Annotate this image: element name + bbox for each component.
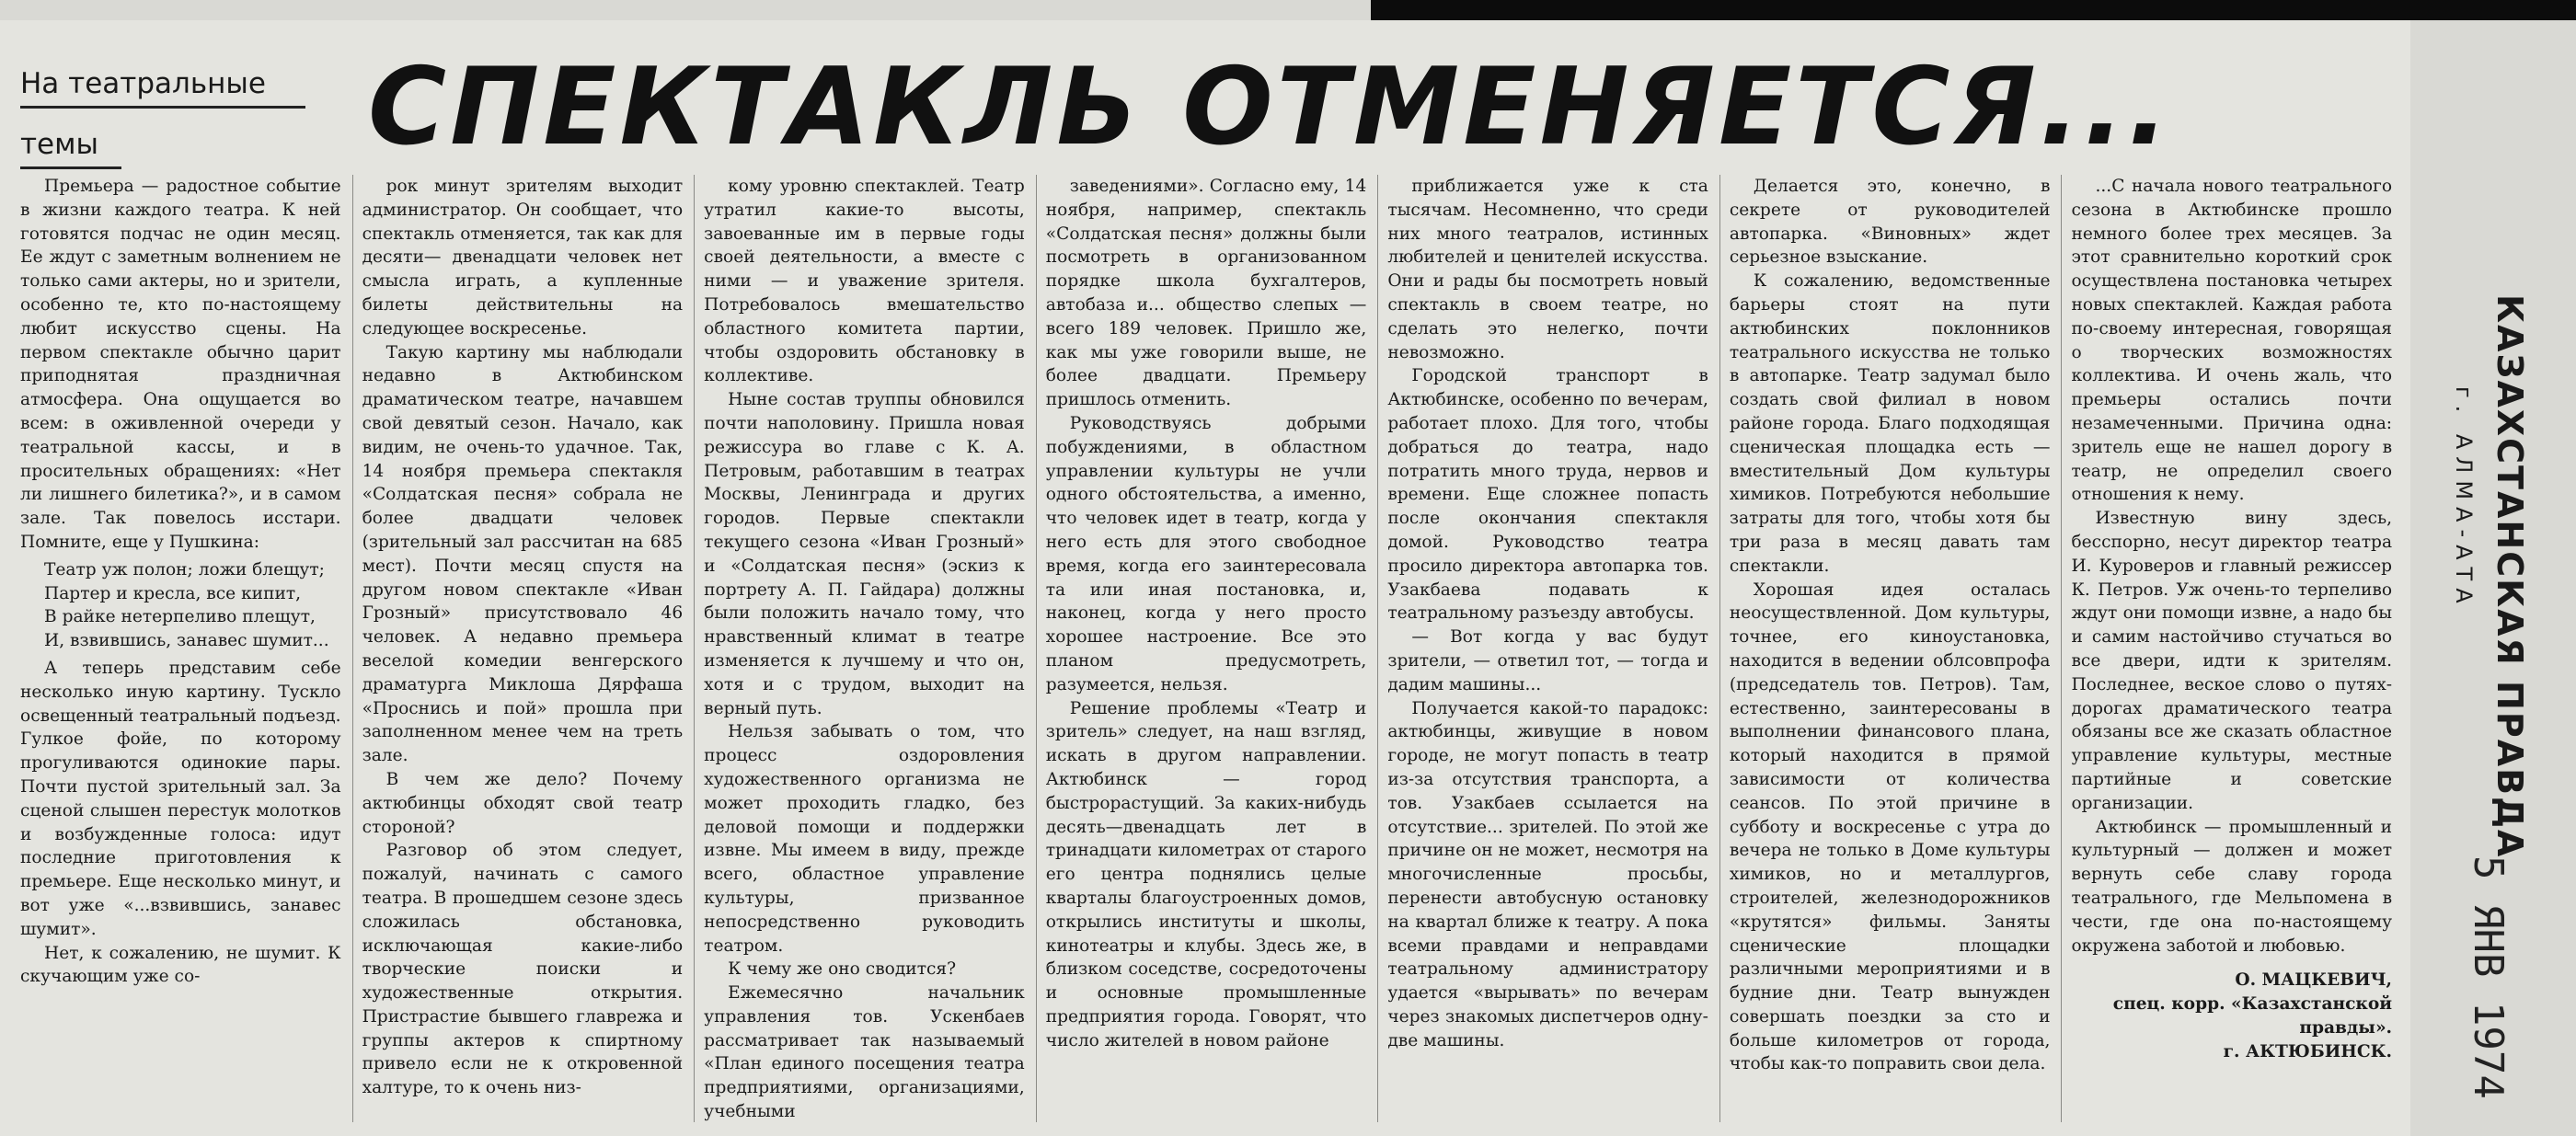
masthead-city: г. АЛМА-АТА bbox=[2451, 386, 2477, 611]
author-role: спец. корр. «Казахстанской правды». bbox=[2112, 994, 2393, 1038]
column-7 bbox=[2071, 175, 2403, 1122]
column-3 bbox=[704, 175, 1037, 1122]
rubric-line-2: темы bbox=[20, 127, 121, 169]
paragraph: Такую картину мы наблюдали недавно в Актюбинском драматическом театре, начавшем свой девятый сезон. Начало, как видим, не очень-то удачное. Так, 14 ноября премьера спектакля «Солдатская песня» собрала не более двадцати человек (зрительный зал рассчитан на 685 мест). Почти месяц спустя на другом новом спектакле «Иван Грозный» присутствовало 46 человек. А недавно премьера веселой комедии венгерского драматурга Миклоша Дярфаша «Проснись и пой» прошла при заполненном менее чем на треть зале. bbox=[362, 342, 684, 766]
paragraph: Получается какой-то парадокс: актюбинцы, живущие в новом городе, не могут попасть в театр из-за отсутствия транспорта, а тов. Узакбаев ссылается на отсутствие... зрителей. По этой же причине он не может, несмотря на многочисленные просьбы, перенести автобусную остановку на квартал ближе к театру. А пока всеми правдами и неправдами театральному администратору удается «вырывать» по вечерам через знакомых диспетчеров одну-две машины. bbox=[1387, 698, 1708, 1050]
masthead-name: КАЗАХСТАНСКАЯ ПРАВДА bbox=[2490, 294, 2530, 859]
date-stamp bbox=[2447, 855, 2521, 1131]
newspaper-masthead bbox=[2420, 294, 2530, 859]
rubric bbox=[20, 66, 305, 169]
paragraph: ...С начала нового театрального сезона в Актюбинске прошло немного более трех месяцев. За этот сравнительно короткий срок осуществлена постановка четырех новых спектаклей. Каждая работа по-своему интересная, говорящая о творческих возможностях коллектива. И очень жаль, что премьеры остались почти незамеченными. Причина одна: зритель еще не нашел дорогу в театр, не определил своего отношения к нему. bbox=[2071, 177, 2393, 505]
paragraph: Городской транспорт в Актюбинске, особенно по вечерам, работает плохо. Для того, чтобы добраться до театра, надо потратить много труда, нервов и времени. Еще сложнее попасть после окончания спектакля домой. Руководство театра просило директора автопарка тов. Узакбаева подавать к театральному разъезду автобусы. bbox=[1387, 366, 1708, 624]
paragraph: К сожалению, ведомственные барьеры стоят на пути актюбинских поклонников театрального искусства не только в автопарке. Театр задумал было создать свой филиал в новом районе города. Благо подходящая сценическая площадка есть — вместительный Дом культуры химиков. Потребуются небольшие затраты для того, чтобы хотя бы три раза в месяц давать там спектакли. bbox=[1729, 271, 2051, 576]
paragraph: приближается уже к ста тысячам. Несомненно, что среди них много театралов, истинных любителей и ценителей искусства. Они и рады бы посмотреть новый спектакль в своем театре, но сделать это нелегко, почти невозможно. bbox=[1387, 177, 1708, 362]
column-2 bbox=[362, 175, 696, 1122]
poem-line: Театр уж полон; ложи блещут; bbox=[44, 559, 325, 579]
article-body bbox=[20, 175, 2403, 1122]
column-6 bbox=[1730, 175, 2063, 1122]
paragraph: заведениями». Согласно ему, 14 ноября, например, спектакль «Солдатская песня» должны были посмотреть в организованном порядке школа бухгалтеров, автобаза и... общество слепых — всего 189 человек. Пришло же, как мы уже говорили выше, не более двадцати. Премьеру пришлось отменить. bbox=[1045, 177, 1367, 410]
column-5 bbox=[1387, 175, 1720, 1122]
paragraph: Актюбинск — промышленный и культурный — должен и может вернуть себе славу города театрального, где Мельпомена в чести, где она по-настоящему окружена заботой и любовью. bbox=[2071, 817, 2393, 956]
paragraph: — Вот когда у вас будут зрители, — ответил тот, — тогда и дадим машины... bbox=[1387, 627, 1708, 694]
paragraph: В чем же дело? Почему актюбинцы обходят свой театр стороной? bbox=[362, 769, 684, 837]
poem-line: И, взвившись, занавес шумит... bbox=[44, 631, 329, 651]
paragraph: Ежемесячно начальник управления тов. Ускенбаев рассматривает так называемый «План единого посещения театра предприятиями, организациями, учебными bbox=[704, 983, 1025, 1122]
top-dark-band bbox=[1371, 0, 2576, 20]
pushkin-quote bbox=[44, 558, 341, 653]
paragraph: кому уровню спектаклей. Театр утратил какие-то высоты, завоеванные им в первые годы своей деятельности, а вместе с ними — и уважение зрителя. Потребовалось вмешательство областного комитета партии, чтобы оздоровить обстановку в коллективе. bbox=[704, 177, 1025, 386]
paragraph: Хорошая идея осталась неосуществленной. Дом культуры, точнее, его киноустановка, находится в ведении облсовпрофа (председатель тов. Петров). Там, естественно, заинтересованы в выполнении финансового плана, который находится в прямой зависимости от количества сеансов. По этой причине в субботу и воскресенье с утра до вечера не только в Доме культуры химиков, но и металлургов, строителей, железнодорожников «крутятся» фильмы. Заняты сценические площадки различными мероприятиями и в будние дни. Театр вынужден совершать поездки за сто и больше километров от города, чтобы как-то поправить свои дела. bbox=[1729, 579, 2051, 1074]
poem-line: Партер и кресла, все кипит, bbox=[44, 583, 302, 603]
paragraph: Нет, к сожалению, не шумит. К скучающим уже со- bbox=[20, 943, 341, 987]
paragraph: рок минут зрителям выходит администратор. Он сообщает, что спектакль отменяется, так как для десяти— двенадцати человек нет смысла играть, а купленные билеты действительны на следующее воскресенье. bbox=[362, 177, 684, 339]
paragraph: К чему же оно сводится? bbox=[728, 959, 957, 980]
column-1 bbox=[20, 175, 353, 1122]
author-place: г. АКТЮБИНСК. bbox=[2223, 1042, 2393, 1062]
poem-line: В райке нетерпеливо плещут, bbox=[44, 607, 316, 627]
author-name: О. МАЦКЕВИЧ, bbox=[2235, 970, 2393, 991]
paragraph: Делается это, конечно, в секрете от руководителей автопарка. «Виновных» ждет серьезное взыскание. bbox=[1729, 177, 2051, 268]
paragraph: Решение проблемы «Театр и зритель» следует, на наш взгляд, искать в другом направлении. Актюбинск — город быстрорастущий. За каких-нибудь десять—двенадцать лет в тринадцати километрах от старого его центра поднялись целые кварталы благоустроенных домов, открылись институты и школы, кинотеатры и клубы. Здесь же, в близком соседстве, сосредоточены и основные промышленные предприятия города. Говорят, что число жителей в новом районе bbox=[1045, 698, 1367, 1050]
paragraph: Премьера — радостное событие в жизни каждого театра. К ней готовятся подчас не один месяц. Ее ждут с заметным волнением не только сами актеры, но и зрители, особенно те, кто по-настоящему любит искусство сцены. На первом спектакле обычно царит приподнятая праздничная атмосфера. Она ощущается во всем: в оживленной очереди у театральной кассы, и в просительных обращениях: «Нет ли лишнего билетика?», и в самом зале. Так повелось исстари. Помните, еще у Пушкина: bbox=[20, 177, 341, 552]
date-stamp-text: 5 ЯНВ 1974 bbox=[2465, 855, 2512, 1099]
paragraph: Разговор об этом следует, пожалуй, начинать с самого театра. В прошедшем сезоне здесь сложилась обстановка, исключающая какие-либо творческие поиски и художественные открытия. Пристрастие бывшего главрежа и группы актеров к спиртному привело если не к откровенной халтуре, то к очень низ- bbox=[362, 841, 684, 1098]
article-headline: СПЕКТАКЛЬ ОТМЕНЯЕТСЯ... bbox=[368, 45, 2172, 169]
rubric-line-1: На театральные bbox=[20, 66, 305, 109]
paragraph: Руководствуясь добрыми побуждениями, в областном управлении культуры не учли одного обстоятельства, а именно, что человек идет в театр, когда у него есть для этого свободное время, когда его заинтересовала та или иная постановка, и, наконец, когда у него просто хорошее настроение. Все это планом предусмотреть, разумеется, нельзя. bbox=[1045, 413, 1367, 694]
newspaper-clipping bbox=[0, 20, 2410, 1136]
paragraph: Известную вину здесь, бесспорно, несут директор театра И. Куроверов и главный режиссер К. Петров. Уж очень-то терпеливо ждут они помощи извне, а надо бы и самим настойчиво стучаться во все двери, идти к зрителям. Последнее, веское слово о путях-дорогах драматического театра обязаны все же сказать областное управление культуры, местные партийные и советские организации. bbox=[2071, 509, 2393, 813]
paragraph: Нельзя забывать о том, что процесс оздоровления художественного организма не может проходить гладко, без деловой помощи и поддержки извне. Мы имеем в виду, прежде всего, областное управление культуры, призванное непосредственно руководить театром. bbox=[704, 722, 1025, 956]
column-4 bbox=[1046, 175, 1379, 1122]
signature bbox=[2071, 969, 2392, 1064]
paragraph: Ныне состав труппы обновился почти наполовину. Пришла новая режиссура во главе с К. А. Петровым, работавшим в театрах Москвы, Ленинграда и других городов. Первые спектакли текущего сезона «Иван Грозный» и «Солдатская песня» (эскиз к портрету А. П. Гайдара) должны были положить начало тому, что нравственный климат в театре изменяется к лучшему и что он, хотя и с трудом, выходит на верный путь. bbox=[704, 390, 1025, 718]
paragraph: А теперь представим себе несколько иную картину. Тускло освещенный театральный подъезд. Гулкое фойе, по которому прогуливаются одинокие пары. Почти пустой зрительный зал. За сценой слышен перестук молотков и возбужденные голоса: идут последние приготовления к премьере. Еще несколько минут, и вот уже «...взвившись, занавес шумит». bbox=[20, 658, 341, 939]
